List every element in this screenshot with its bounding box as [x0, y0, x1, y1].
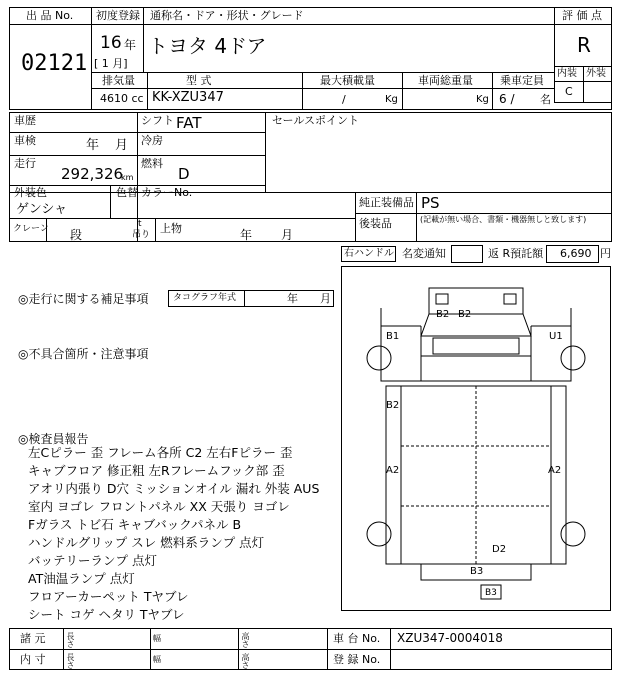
upper-sep [155, 218, 156, 242]
tacho-sep [244, 290, 245, 307]
color-no-sep [110, 185, 111, 218]
model-type-value: KK-XZU347 [152, 90, 224, 105]
name-change-label: 名変通知 [402, 247, 446, 260]
displacement-value: 4610 cc [100, 92, 144, 105]
inspector-title: ◎検査員報告 [18, 432, 89, 446]
color-code-label: カラーNo. [141, 186, 193, 199]
specs-width-label: 幅 [153, 634, 161, 643]
report-line: アオリ内張り D穴 ミッションオイル 漏れ 外装 AUS [28, 481, 320, 496]
crane-lift: 吊り [132, 230, 151, 240]
lot-no-label: 出 品 No. [26, 9, 74, 22]
mark-a2-left: A2 [386, 465, 400, 476]
capacity-unit: 名 [540, 93, 551, 106]
sales-point-label: セールスポイント [272, 114, 360, 127]
spec-sep-3 [402, 72, 403, 110]
report-line: 室内 ヨゴレ フロントパネル XX 天張り ヨゴレ [28, 499, 290, 514]
report-line: Fガラス トビ石 キャブバックパネル B [28, 517, 242, 532]
defects-title: ◎不具合箇所・注意事項 [18, 347, 149, 361]
spec-sep-1 [147, 72, 148, 110]
genuine-equipment-value: PS [421, 194, 440, 212]
details-row-1 [9, 132, 265, 133]
interior-grade: C [565, 85, 573, 98]
exterior-label: 外装 [586, 68, 606, 79]
spec-mid [91, 88, 554, 89]
first-reg-year-char: 年 [124, 38, 137, 52]
spec-sep-2 [302, 72, 303, 110]
report-line: シート コゲ ヘタリ Tヤブレ [28, 607, 185, 622]
first-reg-month: [ 1 月] [94, 57, 128, 70]
equipment-mid [355, 213, 612, 214]
specs-length-label: 長さ [66, 632, 75, 648]
report-line: ハンドルグリップ スレ 燃料系ランプ 点灯 [28, 535, 265, 550]
upper-year: 年 [240, 228, 253, 242]
model-name-value: トヨタ 4ドア [148, 34, 267, 58]
mileage-value: 292,326 [61, 165, 124, 183]
details-row-5 [9, 218, 355, 219]
specs-height-label: 高さ [241, 632, 250, 648]
equipment-label-sep [416, 192, 417, 242]
spec-sep-4 [492, 72, 493, 110]
report-line: 左Cピラー 歪 フレーム各所 C2 左右Fピラー 歪 [28, 445, 293, 460]
mark-a2-right: A2 [548, 465, 562, 476]
grade-bottom [554, 102, 612, 103]
dims-height-label: 高さ [241, 653, 250, 669]
model-type-label: 型 式 [186, 74, 212, 87]
report-line: キャブフロア 修正粗 左Rフレームフック部 歪 [28, 463, 285, 478]
first-reg-year: 16 [100, 33, 122, 53]
mark-b2-top-right: B2 [458, 309, 472, 320]
report-line: フロアーカーペット Tヤブレ [28, 589, 189, 604]
max-load-label: 最大積載量 [320, 74, 375, 87]
footer-sep-2 [150, 628, 151, 670]
shift-label: シフト [141, 114, 174, 127]
mileage-unit: km [121, 173, 134, 182]
mark-b2-top-left: B2 [436, 309, 450, 320]
inspection-month: 月 [115, 138, 129, 153]
upper-month: 月 [281, 228, 294, 242]
exterior-color-value: ゲンシャ [16, 202, 68, 217]
spec-top [91, 72, 554, 73]
first-reg-label: 初度登録 [96, 9, 140, 22]
details-row-4 [9, 192, 612, 193]
first-reg-right-border [143, 7, 144, 72]
dimensions-label: 内 寸 [20, 653, 46, 666]
lot-no-value: 02121 [21, 51, 88, 76]
aftermarket-note: (記載が無い場合、書類・機器無しと致します) [420, 215, 587, 224]
chassis-no: XZU347-0004018 [397, 631, 503, 645]
deposit-label: 返 R預託額 [488, 247, 544, 260]
footer-sep-3 [238, 628, 239, 670]
report-line: AT油温ランプ 点灯 [28, 571, 135, 586]
chassis-label: 車 台 No. [333, 632, 381, 645]
upper-label: 上物 [160, 222, 182, 235]
report-line: バッテリーランプ 点灯 [28, 553, 157, 568]
crane-label: クレーン [13, 224, 49, 234]
fuel-value: D [178, 165, 190, 183]
name-change-box [451, 245, 483, 263]
mark-b3-box: B3 [485, 588, 497, 598]
capacity-label: 乗車定員 [500, 74, 544, 87]
genuine-equipment-label: 純正装備品 [359, 196, 414, 209]
deposit-unit: 円 [600, 247, 611, 260]
footer-sep-4 [327, 628, 328, 670]
equipment-sep [355, 192, 356, 242]
crane-stage: 段 [70, 228, 83, 242]
right-handle-text: 右ハンドル [344, 248, 394, 259]
lot-no-right-border [91, 7, 92, 110]
mark-b2-side: B2 [386, 400, 400, 411]
tacho-year: 年 [287, 292, 298, 305]
inspection-label: 車検 [14, 134, 36, 147]
grade-split [583, 66, 584, 102]
footer-sep-5 [390, 628, 391, 670]
displacement-label: 排気量 [102, 74, 135, 87]
grade-divider-1 [554, 24, 612, 25]
history-label: 車歴 [14, 114, 36, 127]
dims-width-label: 幅 [153, 655, 161, 664]
model-name-label: 通称名・ドア・形状・グレード [150, 9, 304, 22]
tacho-month: 月 [320, 292, 331, 305]
interior-label: 内装 [557, 68, 577, 79]
mileage-label: 走行 [14, 157, 36, 170]
aftermarket-label: 後装品 [359, 217, 392, 230]
shift-value: FAT [176, 114, 202, 132]
capacity-value: 6 / [499, 92, 515, 106]
grade-label: 評 価 点 [562, 9, 602, 22]
specs-label: 諸 元 [20, 632, 46, 645]
footer-sep-1 [63, 628, 64, 670]
details-sep-mid [265, 112, 266, 192]
mark-d2: D2 [492, 544, 507, 555]
details-row-2 [9, 155, 265, 156]
mark-u1: U1 [549, 331, 563, 342]
aircon-label: 冷房 [141, 134, 163, 147]
tacho-label: タコグラフ年式 [173, 293, 237, 303]
grade-left-border [554, 7, 555, 102]
dims-length-label: 長さ [66, 653, 75, 669]
footer-mid [9, 649, 612, 650]
deposit-value: 6,690 [560, 247, 592, 260]
max-load-value: / [342, 93, 346, 106]
mark-b1: B1 [386, 331, 400, 342]
crane-ton: t [138, 219, 142, 229]
supplement-title: ◎走行に関する補足事項 [18, 292, 149, 306]
lot-no-divider [9, 24, 91, 25]
max-load-unit: Kg [385, 94, 398, 105]
grade-value: R [577, 33, 591, 57]
gross-weight-label: 車両総重量 [418, 74, 473, 87]
first-reg-divider [91, 24, 554, 25]
fuel-label: 燃料 [141, 157, 163, 170]
registration-label: 登 録 No. [333, 653, 381, 666]
exterior-color-label: 外装色 [14, 186, 47, 199]
color-no-label: 色替 [116, 186, 138, 199]
mark-b3: B3 [470, 566, 484, 577]
gross-weight-unit: Kg [476, 94, 489, 105]
inspection-year: 年 [86, 138, 100, 153]
